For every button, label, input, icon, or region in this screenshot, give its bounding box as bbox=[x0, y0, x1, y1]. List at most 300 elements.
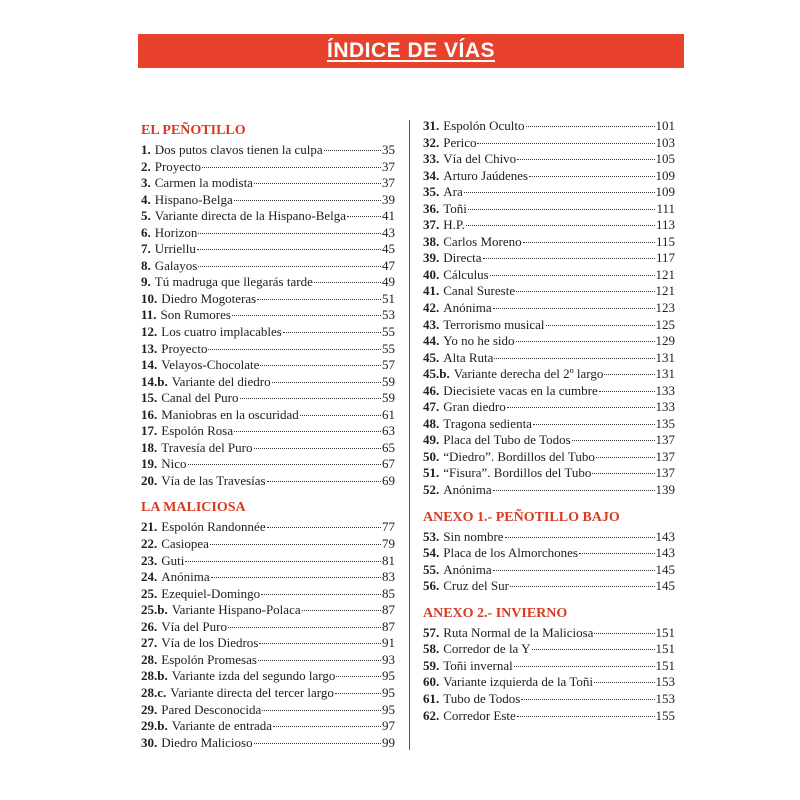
dot-leader bbox=[494, 358, 654, 359]
dot-leader bbox=[477, 143, 654, 144]
page-number: 113 bbox=[655, 217, 675, 233]
route-number: 34. bbox=[423, 167, 440, 183]
route-name: Cálculus bbox=[443, 266, 489, 282]
route-number: 14. bbox=[141, 357, 158, 373]
route-name: Variante izquierda de la Toñi bbox=[443, 674, 593, 690]
route-name: Tú madruga que llegarás tarde bbox=[154, 274, 313, 290]
route-name: Anónima bbox=[443, 482, 492, 498]
index-entry bbox=[141, 586, 395, 603]
route-name: Tubo de Todos bbox=[443, 690, 521, 706]
route-name: Diedro Malicioso bbox=[161, 734, 253, 750]
route-name: Cruz del Sur bbox=[443, 578, 509, 594]
route-name: Variante Hispano-Polaca bbox=[171, 602, 301, 618]
index-entry bbox=[141, 357, 395, 374]
dot-leader bbox=[258, 660, 381, 661]
dot-leader bbox=[510, 586, 655, 587]
index-entry bbox=[141, 685, 395, 702]
index-entry bbox=[423, 416, 675, 433]
route-number: 43. bbox=[423, 316, 440, 332]
route-number: 9. bbox=[141, 274, 151, 290]
dot-leader bbox=[188, 464, 381, 465]
index-entry bbox=[141, 569, 395, 586]
index-entry bbox=[423, 217, 675, 234]
index-entry bbox=[423, 641, 675, 658]
route-number: 46. bbox=[423, 382, 440, 398]
dot-leader bbox=[267, 481, 381, 482]
page-number: 97 bbox=[382, 718, 395, 734]
route-name: Variante directa del tercer largo bbox=[170, 684, 334, 700]
route-number: 32. bbox=[423, 134, 440, 150]
page-number: 101 bbox=[655, 118, 675, 133]
dot-leader bbox=[526, 126, 655, 127]
page-number: 37 bbox=[382, 175, 395, 191]
page-number: 83 bbox=[382, 569, 395, 585]
dot-leader bbox=[594, 682, 655, 683]
route-number: 52. bbox=[423, 482, 440, 498]
page-number: 81 bbox=[382, 552, 395, 568]
route-name: Placa de los Almorchones bbox=[443, 545, 578, 561]
dot-leader bbox=[300, 415, 381, 416]
index-entry bbox=[141, 553, 395, 570]
route-number: 6. bbox=[141, 224, 151, 240]
index-entry bbox=[423, 267, 675, 284]
index-entry bbox=[423, 317, 675, 334]
dot-leader bbox=[198, 233, 381, 234]
index-entry bbox=[141, 735, 395, 752]
dot-leader bbox=[302, 610, 381, 611]
dot-leader bbox=[259, 643, 381, 644]
route-number: 20. bbox=[141, 472, 158, 488]
page-number: 87 bbox=[382, 618, 395, 634]
dot-leader bbox=[210, 544, 381, 545]
route-number: 17. bbox=[141, 423, 158, 439]
page-number: 85 bbox=[382, 585, 395, 601]
index-entry bbox=[423, 366, 675, 383]
route-number: 28. bbox=[141, 651, 158, 667]
route-number: 3. bbox=[141, 175, 151, 191]
page-number: 43 bbox=[382, 224, 395, 240]
index-entry bbox=[141, 208, 395, 225]
route-name: Carmen la modista bbox=[154, 175, 253, 191]
route-number: 23. bbox=[141, 552, 158, 568]
route-number: 39. bbox=[423, 250, 440, 266]
index-entry bbox=[141, 374, 395, 391]
page-number: 55 bbox=[382, 340, 395, 356]
route-number: 48. bbox=[423, 415, 440, 431]
page-number: 61 bbox=[382, 406, 395, 422]
page-number: 41 bbox=[382, 208, 395, 224]
dot-leader bbox=[546, 325, 655, 326]
route-name: Toñi invernal bbox=[443, 657, 513, 673]
page-number: 99 bbox=[382, 734, 395, 750]
route-name: Velayos-Chocolate bbox=[161, 357, 260, 373]
index-entry bbox=[423, 383, 675, 400]
route-name: Vía del Puro bbox=[161, 618, 227, 634]
page-number: 69 bbox=[382, 472, 395, 488]
index-entry bbox=[141, 341, 395, 358]
route-name: Los cuatro implacables bbox=[161, 324, 282, 340]
dot-leader bbox=[532, 649, 655, 650]
route-name: Nico bbox=[161, 456, 187, 472]
dot-leader bbox=[228, 627, 381, 628]
route-name: Proyecto bbox=[154, 158, 201, 174]
route-name: Canal del Puro bbox=[161, 390, 239, 406]
dot-leader bbox=[505, 537, 655, 538]
index-entry bbox=[423, 482, 675, 499]
route-number: 61. bbox=[423, 690, 440, 706]
route-number: 37. bbox=[423, 217, 440, 233]
index-entry bbox=[423, 250, 675, 267]
route-number: 57. bbox=[423, 624, 440, 640]
index-entry bbox=[141, 192, 395, 209]
dot-leader bbox=[592, 473, 654, 474]
dot-leader bbox=[523, 242, 655, 243]
page-number: 59 bbox=[382, 390, 395, 406]
page-number: 117 bbox=[655, 250, 675, 266]
index-entry bbox=[423, 529, 675, 546]
dot-leader bbox=[594, 633, 654, 634]
route-number: 41. bbox=[423, 283, 440, 299]
index-entry bbox=[423, 432, 675, 449]
route-name: Pared Desconocida bbox=[161, 701, 262, 717]
route-number: 27. bbox=[141, 635, 158, 651]
dot-leader bbox=[314, 282, 381, 283]
route-number: 21. bbox=[141, 519, 158, 535]
dot-leader bbox=[208, 349, 381, 350]
dot-leader bbox=[272, 382, 381, 383]
dot-leader bbox=[234, 200, 381, 201]
route-name: Ezequiel-Domingo bbox=[161, 585, 261, 601]
section-title: EL PEÑOTILLO bbox=[141, 123, 246, 138]
page-number: 137 bbox=[655, 448, 675, 464]
index-entry bbox=[423, 691, 675, 708]
dot-leader bbox=[466, 225, 655, 226]
route-name: Anónima bbox=[443, 300, 492, 316]
route-name: Son Rumores bbox=[160, 307, 231, 323]
index-entry bbox=[423, 118, 675, 135]
left-column bbox=[141, 118, 395, 751]
route-number: 38. bbox=[423, 233, 440, 249]
route-name: Ruta Normal de la Maliciosa bbox=[443, 624, 594, 640]
index-entry bbox=[141, 602, 395, 619]
index-entry bbox=[423, 708, 675, 725]
dot-leader bbox=[197, 249, 381, 250]
page-number: 55 bbox=[382, 324, 395, 340]
route-name: Horizon bbox=[154, 224, 198, 240]
route-number: 10. bbox=[141, 290, 158, 306]
route-name: Variante de entrada bbox=[171, 718, 273, 734]
index-entry bbox=[141, 225, 395, 242]
route-number: 51. bbox=[423, 465, 440, 481]
route-number: 1. bbox=[141, 142, 151, 157]
index-entry bbox=[141, 519, 395, 536]
route-number: 19. bbox=[141, 456, 158, 472]
dot-leader bbox=[483, 258, 655, 259]
page-number: 109 bbox=[655, 167, 675, 183]
index-entry bbox=[141, 423, 395, 440]
page-number: 133 bbox=[655, 382, 675, 398]
dot-leader bbox=[232, 315, 381, 316]
index-entry bbox=[423, 135, 675, 152]
index-entry bbox=[141, 175, 395, 192]
route-number: 33. bbox=[423, 151, 440, 167]
route-number: 31. bbox=[423, 118, 440, 133]
page-number: 65 bbox=[382, 439, 395, 455]
dot-leader bbox=[514, 666, 655, 667]
index-entry bbox=[423, 674, 675, 691]
route-name: Sin nombre bbox=[443, 528, 504, 544]
route-number: 40. bbox=[423, 266, 440, 282]
page-number: 87 bbox=[382, 602, 395, 618]
route-name: Variante directa de la Hispano-Belga bbox=[154, 208, 347, 224]
column-divider bbox=[409, 120, 410, 750]
page-title: ÍNDICE DE VÍAS bbox=[326, 39, 496, 62]
page-number: 143 bbox=[655, 545, 675, 561]
dot-leader bbox=[517, 716, 655, 717]
route-number: 4. bbox=[141, 191, 151, 207]
route-number: 50. bbox=[423, 448, 440, 464]
index-entry bbox=[423, 234, 675, 251]
route-name: Espolón Promesas bbox=[161, 651, 257, 667]
route-name: Yo no he sido bbox=[443, 333, 515, 349]
route-name: Carlos Moreno bbox=[443, 233, 522, 249]
dot-leader bbox=[185, 561, 381, 562]
route-number: 53. bbox=[423, 528, 440, 544]
page-number: 111 bbox=[656, 200, 675, 216]
index-entry bbox=[423, 578, 675, 595]
route-name: Canal Sureste bbox=[443, 283, 516, 299]
page-number: 155 bbox=[655, 707, 675, 723]
route-number: 29.b. bbox=[141, 718, 168, 734]
route-number: 24. bbox=[141, 569, 158, 585]
route-name: Casiopea bbox=[161, 536, 209, 552]
route-number: 8. bbox=[141, 257, 151, 273]
route-name: Anónima bbox=[161, 569, 210, 585]
page-number: 35 bbox=[382, 142, 395, 157]
route-number: 36. bbox=[423, 200, 440, 216]
route-number: 28.b. bbox=[141, 668, 168, 684]
section-title: ANEXO 1.- PEÑOTILLO BAJO bbox=[423, 509, 620, 525]
dot-leader bbox=[493, 308, 655, 309]
route-name: Terrorismo musical bbox=[443, 316, 545, 332]
route-number: 44. bbox=[423, 333, 440, 349]
route-number: 45.b. bbox=[423, 366, 450, 382]
route-name: Dos putos clavos tienen la culpa bbox=[154, 142, 323, 157]
route-name: H.P. bbox=[443, 217, 465, 233]
index-entry bbox=[423, 168, 675, 185]
index-entry bbox=[141, 440, 395, 457]
page-number: 91 bbox=[382, 635, 395, 651]
route-number: 5. bbox=[141, 208, 151, 224]
dot-leader bbox=[234, 431, 381, 432]
route-number: 35. bbox=[423, 184, 440, 200]
index-entry bbox=[423, 625, 675, 642]
page-number: 95 bbox=[382, 668, 395, 684]
page-number: 137 bbox=[655, 465, 675, 481]
page-number: 135 bbox=[655, 415, 675, 431]
page-number: 151 bbox=[655, 657, 675, 673]
page-number: 115 bbox=[655, 233, 675, 249]
route-number: 49. bbox=[423, 432, 440, 448]
index-entry bbox=[423, 562, 675, 579]
page-number: 139 bbox=[655, 482, 675, 498]
dot-leader bbox=[261, 594, 381, 595]
route-number: 28.c. bbox=[141, 684, 167, 700]
index-entry bbox=[141, 307, 395, 324]
page-number: 129 bbox=[655, 333, 675, 349]
dot-leader bbox=[572, 440, 655, 441]
page-number: 137 bbox=[655, 432, 675, 448]
section-title: LA MALICIOSA bbox=[141, 500, 246, 516]
dot-leader bbox=[262, 710, 381, 711]
page-number: 79 bbox=[382, 536, 395, 552]
dot-leader bbox=[257, 299, 381, 300]
page-number: 131 bbox=[655, 366, 675, 382]
page-number: 95 bbox=[382, 684, 395, 700]
page-number: 109 bbox=[655, 184, 675, 200]
page-number: 125 bbox=[655, 316, 675, 332]
route-number: 58. bbox=[423, 641, 440, 657]
page-number: 49 bbox=[382, 274, 395, 290]
page-number: 67 bbox=[382, 456, 395, 472]
dot-leader bbox=[260, 365, 381, 366]
dot-leader bbox=[202, 167, 381, 168]
index-entry bbox=[141, 291, 395, 308]
dot-leader bbox=[347, 216, 381, 217]
index-entry bbox=[423, 658, 675, 675]
dot-leader bbox=[267, 527, 381, 528]
route-name: Galayos bbox=[154, 257, 198, 273]
route-number: 25.b. bbox=[141, 602, 168, 618]
dot-leader bbox=[516, 291, 654, 292]
page-number: 45 bbox=[382, 241, 395, 257]
page-number: 95 bbox=[382, 701, 395, 717]
index-entry bbox=[423, 350, 675, 367]
dot-leader bbox=[596, 457, 655, 458]
route-name: Espolón Randonnée bbox=[161, 519, 266, 535]
dot-leader bbox=[211, 577, 381, 578]
index-entry bbox=[423, 399, 675, 416]
page-number: 153 bbox=[655, 674, 675, 690]
dot-leader bbox=[324, 150, 381, 151]
index-entry bbox=[423, 283, 675, 300]
dot-leader bbox=[254, 183, 381, 184]
route-name: Perico bbox=[443, 134, 477, 150]
page-number: 151 bbox=[655, 624, 675, 640]
route-name: “Fisura”. Bordillos del Tubo bbox=[443, 465, 592, 481]
route-number: 14.b. bbox=[141, 373, 168, 389]
page-number: 105 bbox=[655, 151, 675, 167]
page-number: 77 bbox=[382, 519, 395, 535]
index-entry bbox=[423, 333, 675, 350]
page-number: 53 bbox=[382, 307, 395, 323]
route-name: Arturo Jaúdenes bbox=[443, 167, 529, 183]
dot-leader bbox=[517, 159, 654, 160]
route-number: 11. bbox=[141, 307, 157, 323]
dot-leader bbox=[507, 407, 655, 408]
section-title: ANEXO 2.- INVIERNO bbox=[423, 605, 568, 621]
route-name: Directa bbox=[443, 250, 482, 266]
index-entry bbox=[141, 635, 395, 652]
route-name: Ara bbox=[443, 184, 463, 200]
index-entry bbox=[141, 619, 395, 636]
right-column bbox=[423, 118, 675, 724]
route-name: “Diedro”. Bordillos del Tubo bbox=[443, 448, 595, 464]
dot-leader bbox=[464, 192, 655, 193]
page-number: 153 bbox=[655, 690, 675, 706]
route-number: 47. bbox=[423, 399, 440, 415]
index-entry bbox=[141, 536, 395, 553]
page-number: 145 bbox=[655, 578, 675, 594]
index-banner bbox=[138, 34, 684, 68]
page-number: 151 bbox=[655, 641, 675, 657]
route-name: Toñi bbox=[443, 200, 467, 216]
dot-leader bbox=[493, 490, 655, 491]
page-number: 103 bbox=[655, 134, 675, 150]
dot-leader bbox=[490, 275, 655, 276]
index-entry bbox=[141, 702, 395, 719]
dot-leader bbox=[283, 332, 381, 333]
index-entry bbox=[141, 274, 395, 291]
dot-leader bbox=[521, 699, 654, 700]
dot-leader bbox=[493, 570, 655, 571]
index-entry bbox=[141, 473, 395, 490]
route-name: Variante derecha del 2º largo bbox=[453, 366, 604, 382]
route-name: Guti bbox=[161, 552, 185, 568]
route-number: 13. bbox=[141, 340, 158, 356]
route-number: 12. bbox=[141, 324, 158, 340]
route-name: Corredor de la Y bbox=[443, 641, 531, 657]
route-number: 15. bbox=[141, 390, 158, 406]
page-number: 131 bbox=[655, 349, 675, 365]
index-entry bbox=[423, 300, 675, 317]
page-number: 123 bbox=[655, 300, 675, 316]
dot-leader bbox=[240, 398, 381, 399]
route-number: 25. bbox=[141, 585, 158, 601]
page-number: 63 bbox=[382, 423, 395, 439]
index-entry bbox=[141, 407, 395, 424]
route-number: 55. bbox=[423, 561, 440, 577]
index-entry bbox=[141, 159, 395, 176]
route-number: 62. bbox=[423, 707, 440, 723]
dot-leader bbox=[599, 391, 655, 392]
route-name: Vía de los Diedros bbox=[161, 635, 259, 651]
dot-leader bbox=[198, 266, 381, 267]
route-name: Variante izda del segundo largo bbox=[171, 668, 336, 684]
route-name: Maniobras en la oscuridad bbox=[161, 406, 299, 422]
index-entry bbox=[423, 545, 675, 562]
route-name: Travesía del Puro bbox=[161, 439, 253, 455]
route-number: 60. bbox=[423, 674, 440, 690]
route-number: 56. bbox=[423, 578, 440, 594]
route-number: 2. bbox=[141, 158, 151, 174]
route-number: 29. bbox=[141, 701, 158, 717]
page-number: 145 bbox=[655, 561, 675, 577]
route-number: 18. bbox=[141, 439, 158, 455]
index-entry bbox=[141, 241, 395, 258]
route-name: Espolón Oculto bbox=[443, 118, 525, 133]
route-name: Placa del Tubo de Todos bbox=[443, 432, 571, 448]
route-name: Variante del diedro bbox=[171, 373, 271, 389]
page-number: 121 bbox=[655, 266, 675, 282]
index-entry bbox=[141, 258, 395, 275]
index-entry bbox=[423, 151, 675, 168]
dot-leader bbox=[604, 374, 654, 375]
index-entry bbox=[141, 142, 395, 159]
index-entry bbox=[141, 652, 395, 669]
page-number: 57 bbox=[382, 357, 395, 373]
page-number: 37 bbox=[382, 158, 395, 174]
